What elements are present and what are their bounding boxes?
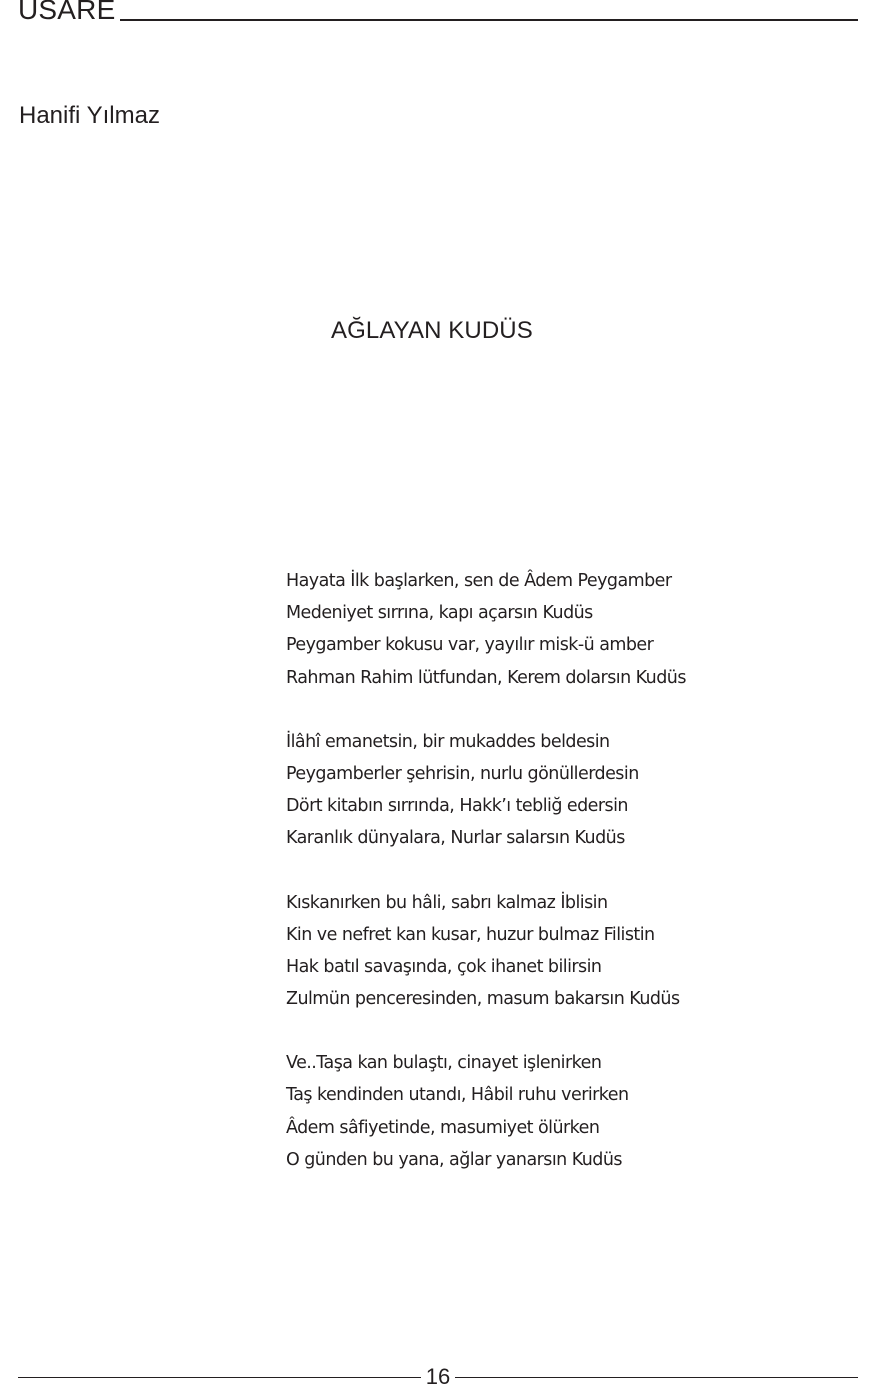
poem-line: Peygamberler şehrisin, nurlu gönüllerdesin [286,763,639,784]
poem-line: O günden bu yana, ağlar yanarsın Kudüs [286,1149,622,1170]
poem-line: Kin ve nefret kan kusar, huzur bulmaz Filistin [286,924,655,945]
poem-line: Medeniyet sırrına, kapı açarsın Kudüs [286,603,593,624]
poem-line: Âdem sâfiyetinde, masumiyet ölürken [286,1117,600,1138]
stanza-1 [286,565,846,694]
poem-body [286,565,846,1208]
stanza-4 [286,1047,846,1176]
poem-line: Hak batıl savaşında, çok ihanet bilirsin [286,956,602,977]
poem-line: Ve..Taşa kan bulaştı, cinayet işlenirken [286,1053,602,1074]
footer-rule-left [18,1377,421,1378]
poem-line: Kıskanırken bu hâli, sabrı kalmaz İblisin [286,892,608,913]
poem-line: Peygamber kokusu var, yayılır misk-ü amber [286,635,654,656]
author-name: Hanifi Yılmaz [19,102,160,129]
poem-line: Rahman Rahim lütfundan, Kerem dolarsın Kudüs [286,667,686,688]
poem-title: AĞLAYAN KUDÜS [331,317,533,344]
poem-line: Taş kendinden utandı, Hâbil ruhu verirken [286,1085,629,1106]
journal-title: USARE [18,0,116,25]
stanza-3 [286,887,846,1016]
page-footer [18,1366,858,1390]
footer-rule-right [455,1377,858,1378]
poem-line: Zulmün penceresinden, masum bakarsın Kudüs [286,989,680,1010]
poem-line: Karanlık dünyalara, Nurlar salarsın Kudüs [286,828,625,849]
page-header [18,0,858,26]
page-number: 16 [425,1364,451,1389]
header-rule [120,19,858,21]
poem-line: Hayata İlk başlarken, sen de Âdem Peygamber [286,571,672,591]
poem-line: Dört kitabın sırrında, Hakk’ı tebliğ edersin [286,796,628,817]
stanza-2 [286,726,846,855]
poem-line: İlâhî emanetsin, bir mukaddes beldesin [286,731,610,752]
